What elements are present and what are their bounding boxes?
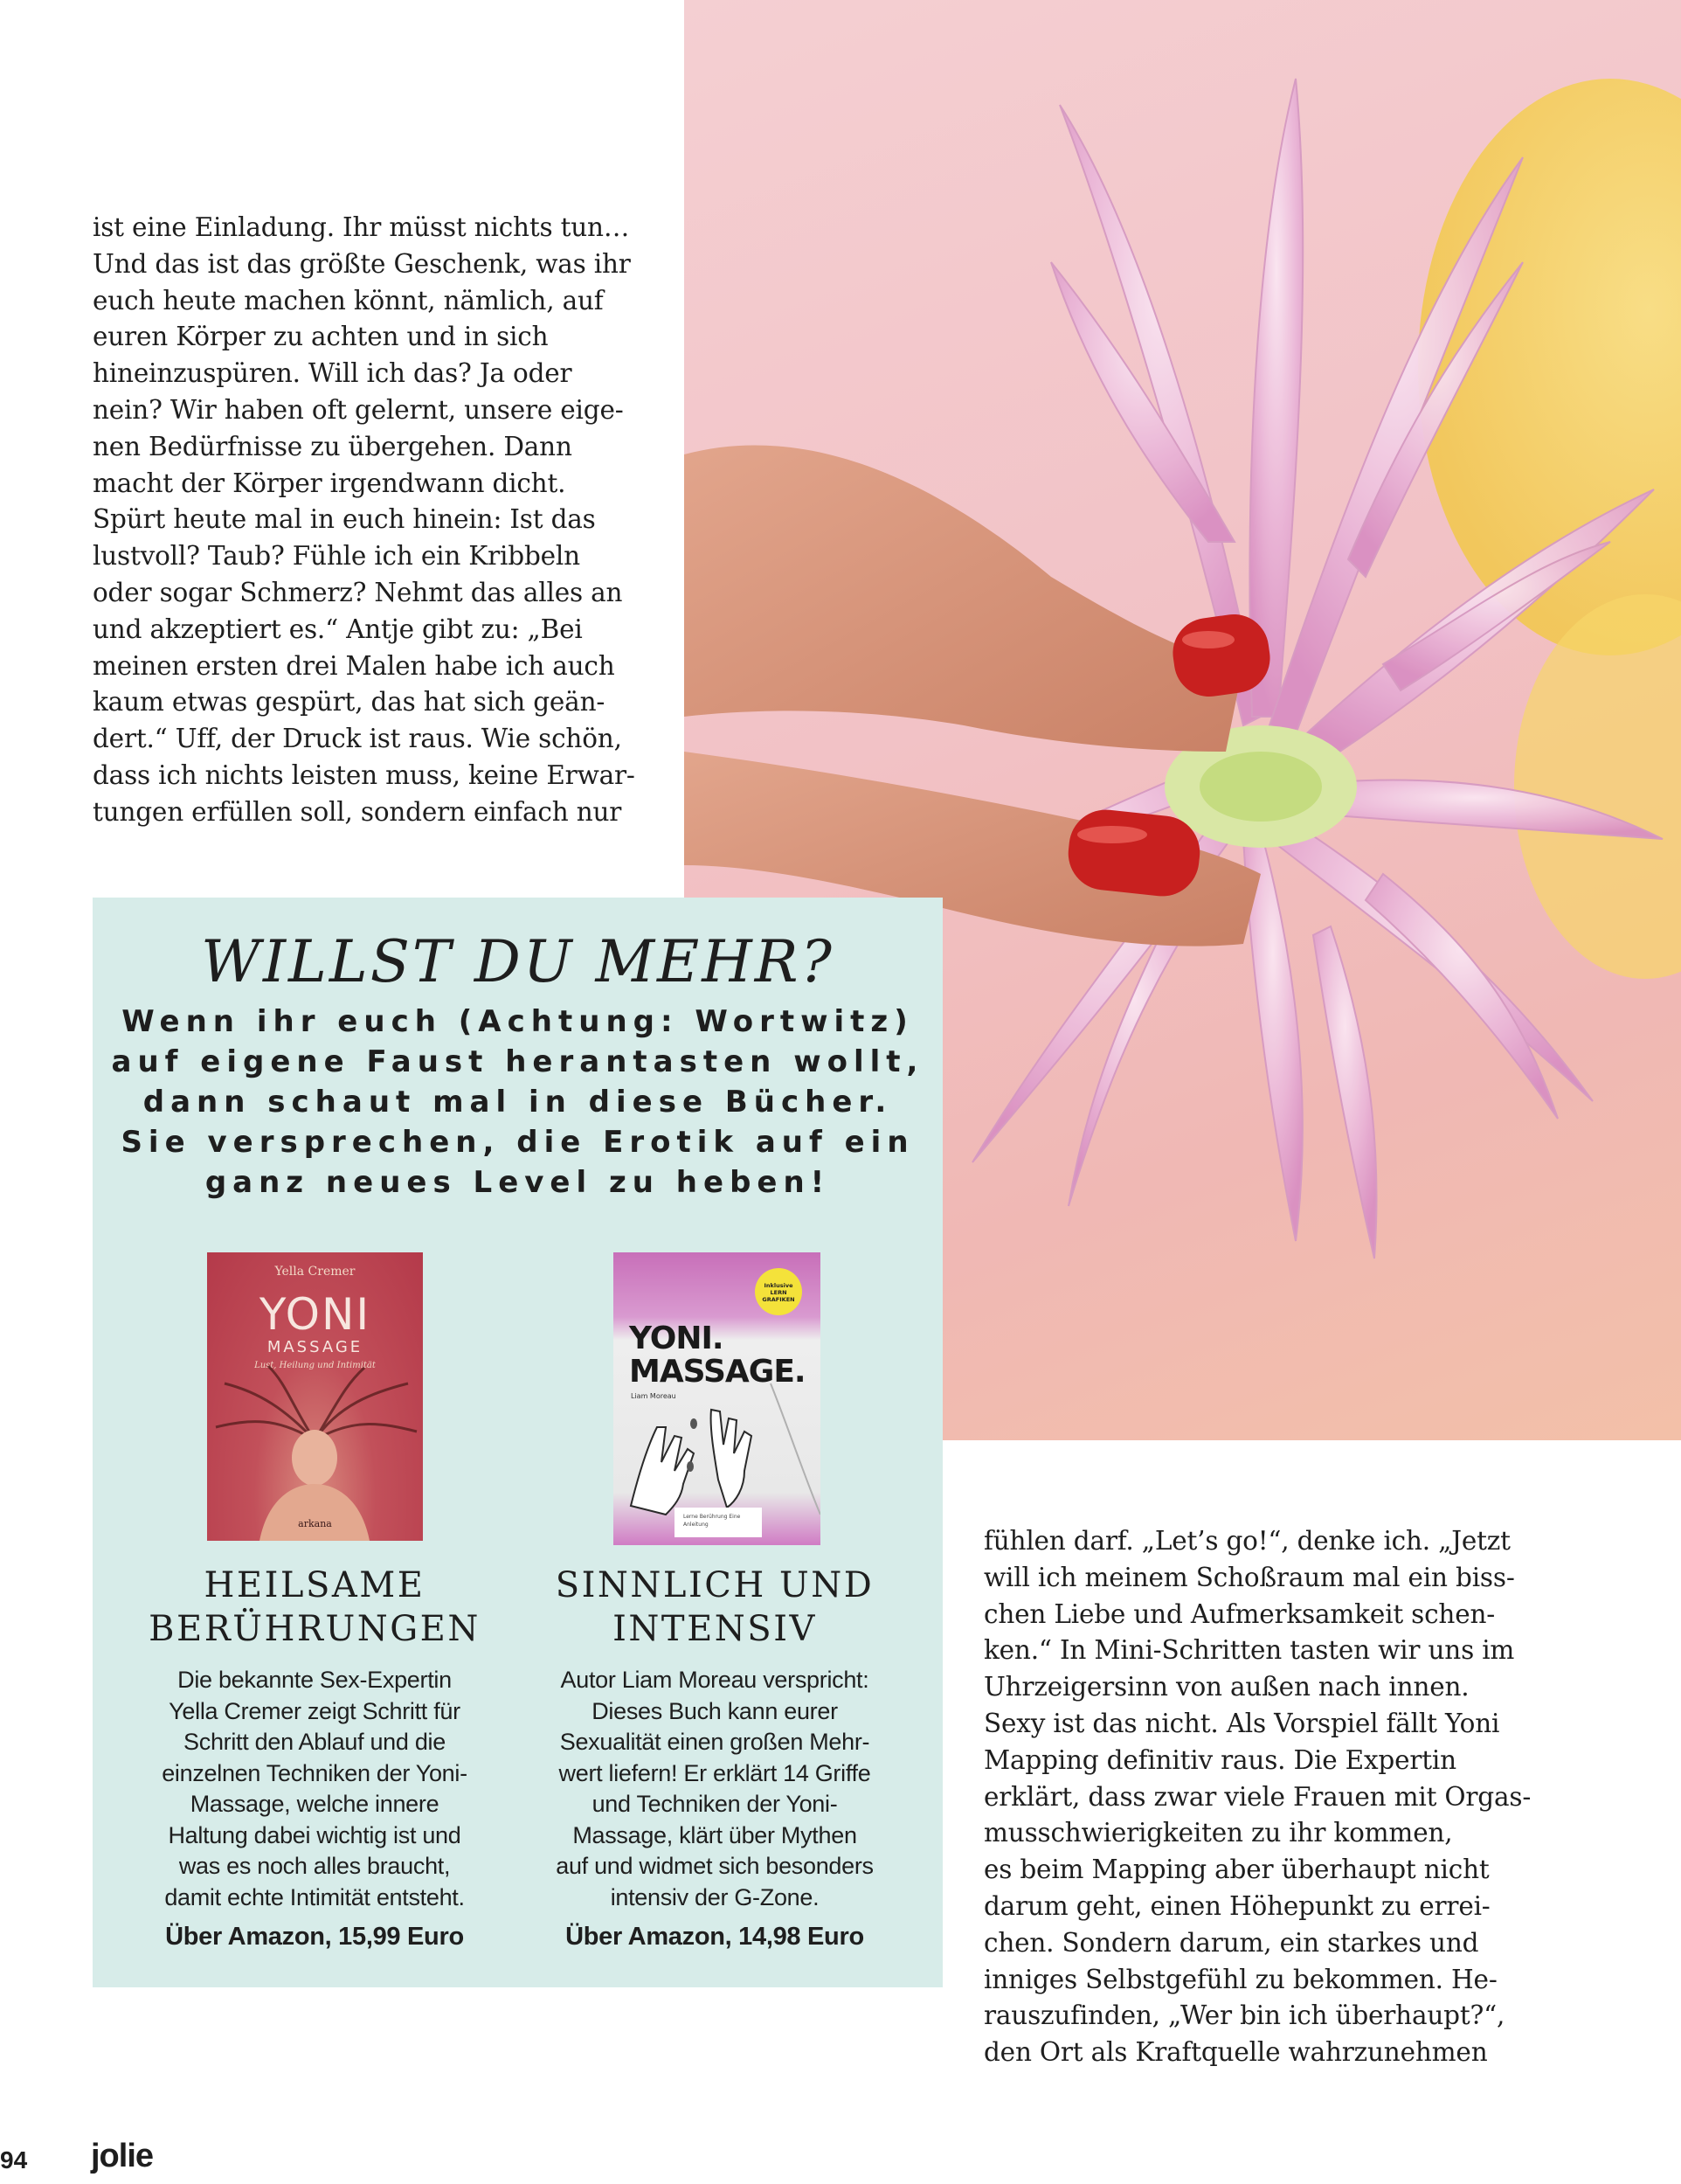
text-line: dass ich nichts leisten muss, keine Erwar- — [93, 759, 635, 790]
text-line: und Techniken der Yoni- — [591, 1791, 838, 1817]
text-line: ist eine Einladung. Ihr müsst nichts tun… — [93, 212, 630, 242]
text-line: erklärt, dass zwar viele Frauen mit Orgas- — [984, 1781, 1532, 1812]
text-line: oder sogar Schmerz? Nehmt das alles an — [93, 577, 623, 607]
text-line: darum geht, einen Höhepunkt zu errei- — [984, 1890, 1491, 1921]
text-line: chen. Sondern darum, ein starkes und — [984, 1927, 1479, 1958]
text-line: Dieses Buch kann eurer — [591, 1697, 838, 1724]
text-line: musschwierigkeiten zu ihr kommen, — [984, 1818, 1453, 1848]
text-line: Massage, welche innere — [190, 1791, 439, 1817]
text-line: chen Liebe und Aufmerksamkeit schen- — [984, 1598, 1496, 1629]
page-number: 94 — [0, 2146, 28, 2174]
box-title: WILLST DU MEHR? — [201, 928, 834, 995]
cover-title: YONI — [259, 1289, 371, 1340]
text-line: euren Körper zu achten und in sich — [93, 322, 549, 352]
text-line: dann schaut mal in diese Bücher. — [142, 1085, 893, 1120]
book-cover-yoni-massage-moreau — [613, 1252, 820, 1545]
text-line: Sie versprechen, die Erotik auf ein — [121, 1125, 915, 1160]
text-line: will ich meinem Schoßraum mal ein biss- — [984, 1562, 1515, 1592]
text-line: inniges Selbstgefühl zu bekommen. He- — [984, 1964, 1498, 1994]
text-line: kaum etwas gespürt, das hat sich geän- — [93, 687, 605, 718]
text-line: Und das ist das größte Geschenk, was ihr — [93, 248, 631, 279]
text-line: euch heute machen könnt, nämlich, auf — [93, 285, 604, 315]
cover-hands-illustration — [613, 1252, 820, 1545]
text-line: macht der Körper irgendwann dicht. — [93, 468, 566, 498]
body-text-right-column — [984, 1523, 1531, 2071]
cover-badge: Inklusive LERN GRAFIKEN — [755, 1268, 802, 1315]
text-line: es beim Mapping aber überhaupt nicht — [984, 1855, 1490, 1885]
text-line: meinen ersten drei Malen habe ich auch — [93, 650, 615, 681]
text-line: dert.“ Uff, der Druck ist raus. Wie schön, — [93, 724, 622, 754]
cover-tagline: Lust, Heilung und Intimität — [254, 1361, 376, 1370]
cover-footer: Lerne Berührung Eine Anleitung — [674, 1508, 762, 1537]
cover-title: YONI. MASSAGE. — [629, 1321, 806, 1390]
book-2-heading: SINNLICH UND INTENSIV — [555, 1565, 875, 1649]
text-line: nein? Wir haben oft gelernt, unsere eige- — [93, 394, 624, 425]
text-line: und akzeptiert es.“ Antje gibt zu: „Bei — [93, 614, 583, 644]
text-line: Die bekannte Sex-Expertin — [177, 1667, 452, 1693]
magazine-brand: jolie — [91, 2138, 154, 2174]
text-line: einzelnen Techniken der Yoni- — [162, 1759, 467, 1786]
text-line: intensiv der G-Zone. — [610, 1883, 820, 1910]
book-1-description — [114, 1665, 515, 1913]
text-line: Wenn ihr euch (Achtung: Wortwitz) — [121, 1004, 914, 1039]
text-line: nen Bedürfnisse zu übergehen. Dann — [93, 431, 572, 461]
cover-author: Liam Moreau — [631, 1392, 676, 1400]
text-line: lustvoll? Taub? Fühle ich ein Kribbeln — [93, 541, 580, 572]
box-intro-text — [93, 1002, 943, 1203]
book-1-price: Über Amazon, 15,99 Euro — [165, 1923, 464, 1951]
text-line: Schritt den Ablauf und die — [183, 1729, 446, 1755]
text-line: hineinzuspüren. Will ich das? Ja oder — [93, 358, 572, 389]
text-line: Uhrzeigersinn von außen nach innen. — [984, 1672, 1470, 1702]
text-line: tungen erfüllen soll, sondern einfach nur — [93, 796, 622, 827]
cover-publisher: arkana — [298, 1518, 332, 1529]
book-2-description — [514, 1665, 916, 1913]
text-line: Yella Cremer zeigt Schritt für — [169, 1697, 460, 1724]
book-1-heading: HEILSAME BERÜHRUNGEN — [149, 1565, 481, 1649]
text-line: fühlen darf. „Let’s go!“, denke ich. „Jetzt — [984, 1526, 1511, 1556]
cover-woman-illustration — [207, 1252, 423, 1541]
cover-subtitle: MASSAGE — [266, 1338, 363, 1356]
book-cover-yoni-massage-cremer — [207, 1252, 423, 1541]
text-line: damit echte Intimität entsteht. — [164, 1883, 465, 1910]
text-line: Mapping definitiv raus. Die Expertin — [984, 1744, 1456, 1775]
book-2-price: Über Amazon, 14,98 Euro — [565, 1923, 864, 1951]
text-line: was es noch alles braucht, — [178, 1853, 451, 1879]
text-line: auf und widmet sich besonders — [556, 1853, 874, 1879]
text-line: auf eigene Faust herantasten wollt, — [111, 1044, 924, 1079]
text-line: ken.“ In Mini-Schritten tasten wir uns im — [984, 1635, 1515, 1666]
text-line: Spürt heute mal in euch hinein: Ist das — [93, 504, 596, 535]
text-line: rauszufinden, „Wer bin ich überhaupt?“, — [984, 2000, 1505, 2031]
text-line: Massage, klärt über Mythen — [572, 1821, 857, 1848]
text-line: Autor Liam Moreau verspricht: — [560, 1667, 869, 1693]
text-line: Sexy ist das nicht. Als Vorspiel fällt Yoni — [984, 1708, 1500, 1738]
text-line: Sexualität einen großen Mehr- — [559, 1729, 870, 1755]
body-text-left-column — [93, 210, 635, 831]
text-line: wert liefern! Er erklärt 14 Griffe — [558, 1759, 871, 1786]
text-line: Haltung dabei wichtig ist und — [168, 1821, 461, 1848]
cover-author: Yella Cremer — [274, 1265, 356, 1279]
text-line: den Ort als Kraftquelle wahrzunehmen — [984, 2037, 1488, 2068]
text-line: ganz neues Level zu heben! — [204, 1165, 831, 1200]
